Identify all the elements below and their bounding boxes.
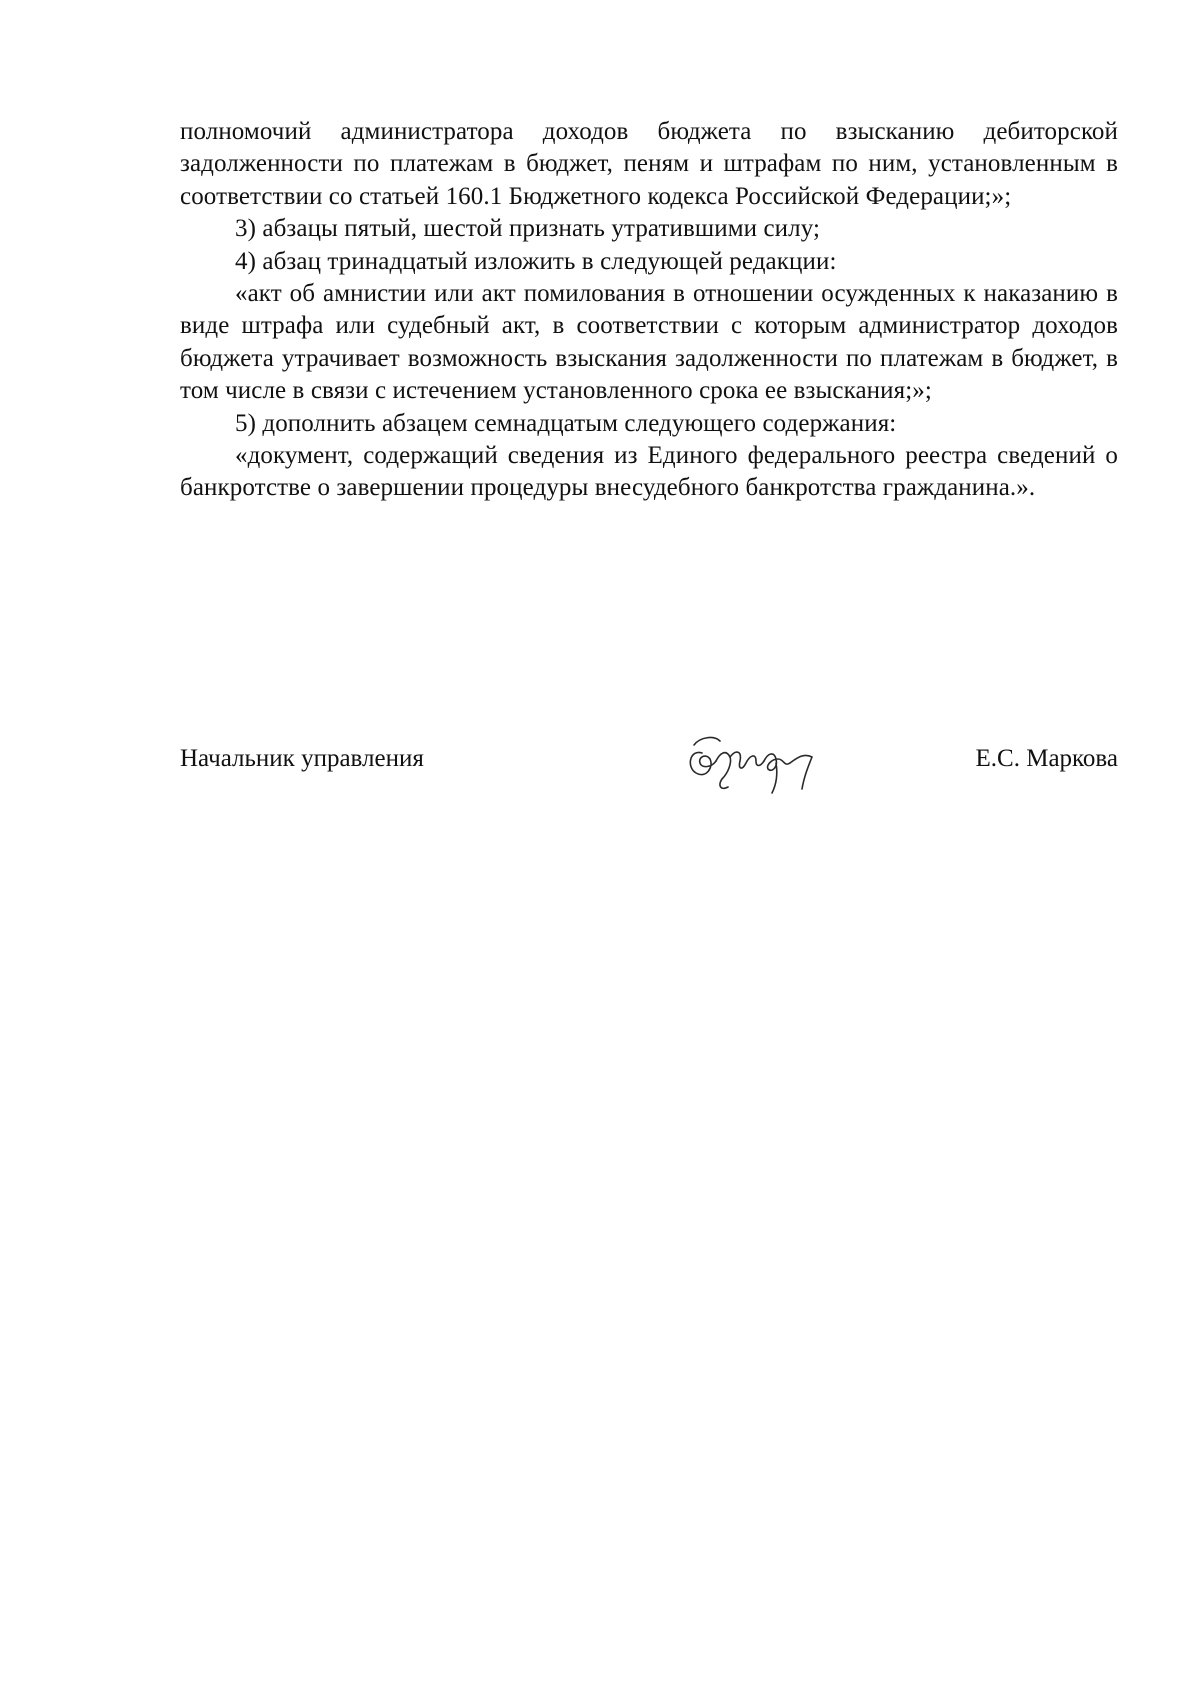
- handwritten-signature: [680, 723, 830, 801]
- signature-block: [180, 735, 1118, 795]
- paragraph-item-5: 5) дополнить абзацем семнадцатым следующего содержания:: [235, 409, 897, 437]
- paragraph-item-4: 4) абзац тринадцатый изложить в следующей редакции:: [235, 247, 837, 275]
- paragraph-quote-amnesty: «акт об амнистии или акт помилования в отношении осужденных к наказанию в виде штрафа или судебный акт, в соответствии с которым администратор доходов бюджета утрачивает возможность взыскания задолженности по платежам в бюджет, в том числе в связи с истечением установленного срока ее взыскания;»;: [180, 280, 1118, 405]
- paragraph-continuation: полномочий администратора доходов бюджета по взысканию дебиторской задолженности по платежам в бюджет, пеням и штрафам по ним, установленным в соответствии со статьей 160.1 Бюджетного кодекса Российской Федерации;»;: [180, 118, 1118, 210]
- paragraph-item-3: 3) абзацы пятый, шестой признать утратившими силу;: [235, 215, 821, 243]
- paragraph-quote-bankruptcy: «документ, содержащий сведения из Единого федерального реестра сведений о банкротстве о завершении процедуры внесудебного банкротства гражданина.».: [180, 442, 1118, 502]
- signatory-name: Е.С. Маркова: [975, 745, 1118, 772]
- document-body: [180, 116, 1118, 505]
- signatory-title: Начальник управления: [180, 745, 424, 772]
